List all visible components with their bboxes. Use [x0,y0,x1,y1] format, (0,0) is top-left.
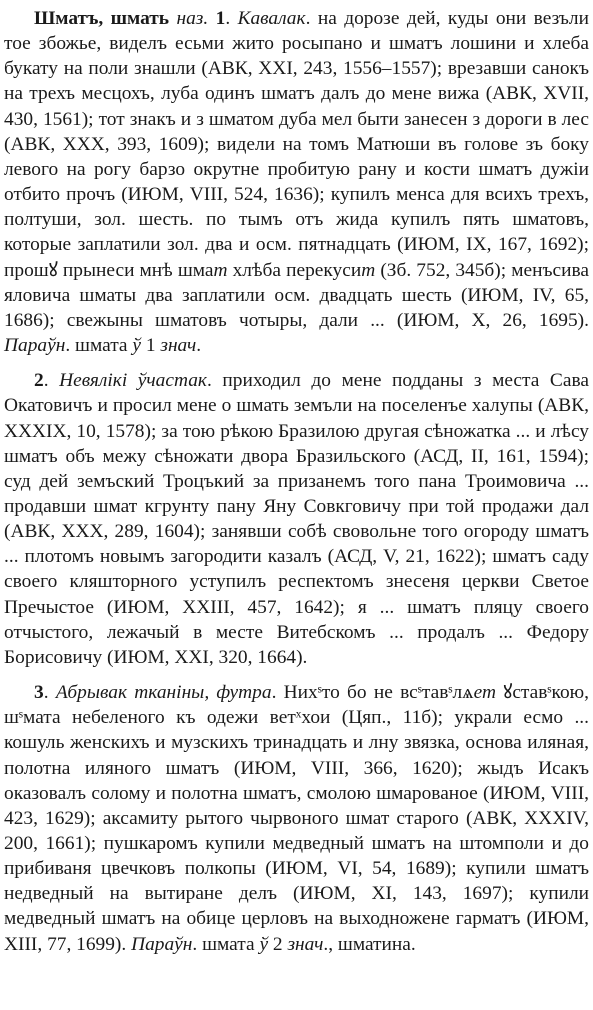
text-run: наз. [176,8,209,29]
text-run: Шматъ, шмать [34,8,170,29]
text-run: . шмата [65,335,133,357]
text-run: т [361,259,376,281]
text-run: Параўн [131,933,193,955]
text-run: знач [160,335,197,357]
text-run: 1 [215,8,226,29]
text-run: ў [132,335,141,357]
text-run: . [43,682,56,704]
text-run: (Зб. 752, 345б); менъсива яловича шматы два заплатили осм. двадцать шесть (ИЮМ, IV, 65, 1686); свежыны шматовъ чотыры, дали ... (ИЮМ, X, 26, 1695). [4,259,589,331]
text-run: ꙋставˢкою, шˢмата небеленого къ одежи ветˣхои (Цяп., 11б); украли есмо ... кошуль женскихъ и музскихъ тринадцать и лну звязка, основа иляная, полотна иляного шматъ (ИЮМ, VIII, 366, 1620); жыдъ Исакъ оказовалъ солому и полотна шматъ, смолою шмарованое (ИЮМ, VIII, 423, 1629); аксамиту рытого чырвоного шмат старого (АВК, XXXIV, 200, 1661); пушкаромъ купили медведный шматъ на штомполи и до прибиваня цвечковъ полкопы (ИЮМ, VI, 54, 1689); купили шматъ недведный на вытиране делъ (ИЮМ, XI, 143, 1697); купили медведный шматъ на обице церловъ на выходножене гарматъ (ИЮМ, XIII, 77, 1699). [4,682,589,955]
text-run: . [225,8,238,29]
text-run: хлѣба перекуси [227,259,362,281]
text-run: . шмата [192,933,260,955]
text-run: Параўн [4,335,66,357]
text-run: 2 [34,370,44,392]
text-run: ., шматина. [323,933,416,955]
text-run: знач [287,933,324,955]
text-run: . на дорозе дей, куды они везъли тое збожье, виделъ есьми жито росыпано и шматъ лошини и хлеба букату на поли знашли (АВК, XXI, 243, 1556–1557); врезавши санокъ на трехъ месцохъ, луба одинъ шматъ далъ до мене вижа (АВК, XVII, 430, 1561); тот знакъ и з шматом дуба мел быти занесен з дороги в лес (АВК, XXX, 393, 1609); видели на томъ Матюши въ голове зъ боку левого на рогу барзо окрутне пробитую рану и кости шматъ дужiи отбито прочъ (ИЮМ, VIII, 524, 1636); купилъ менса для всихъ трехъ, полтуши, зол. шесть. по тымъ отъ жида купилъ пять шматовъ, которые заплатили зол. два и осм. пятнадцать (ИЮМ, IX, 167, 1692); прошꙋ прынеси мнѣ шма [4,8,589,281]
text-run: 1 [140,335,161,357]
text-run: Невялікі ўчастак [59,370,207,392]
text-run: т [213,259,228,281]
sense-3-paragraph [4,680,589,957]
text-run: Кавалак [237,8,306,29]
sense-1-paragraph [4,6,589,358]
text-run: 3 [34,682,44,704]
text-run: . приходил до мене подданы з места Сава Окатовичъ и просил мене о шмать земъли на поселенъе халупы (АВК, XXXIX, 10, 1578); за тою рѣкою Бразилою другая сѣножатка ... и лѣсу шматъ объ межу сѣножати двора Бразильского (АСД, II, 161, 1594); суд дей земъский Троцъкий за призанемъ того пана Троимовича ... продавши шмат кгрунту пану Яну Совкговичу при той продажи дал (АВК, XXX, 289, 1604); занявши собѣ свовольне того огороду шматъ ... плотомъ новымъ загородити казалъ (АСД, V, 21, 1622); шматъ саду своего кляшторного уступилъ респектомъ знесеня церкви Светое Пречыстое (ИЮМ, XXIII, 457, 1642); я ... шматъ пляцу своего отчыстого, лежачый в месте Витебскомъ ... продалъ ... Федору Борисовичу (ИЮМ, XXI, 320, 1664). [4,370,589,668]
text-run: ў [259,933,269,955]
text-run: . [43,370,60,392]
text-run: . Нихˢто бо не всˢтавˢлѧ [271,682,474,704]
text-run [208,8,215,29]
text-run: ет [473,682,496,704]
sense-2-paragraph [4,368,589,670]
text-run: Абрывак тканіны, футра [55,682,272,704]
text-run: . [196,335,202,357]
text-run: 2 [268,933,288,955]
